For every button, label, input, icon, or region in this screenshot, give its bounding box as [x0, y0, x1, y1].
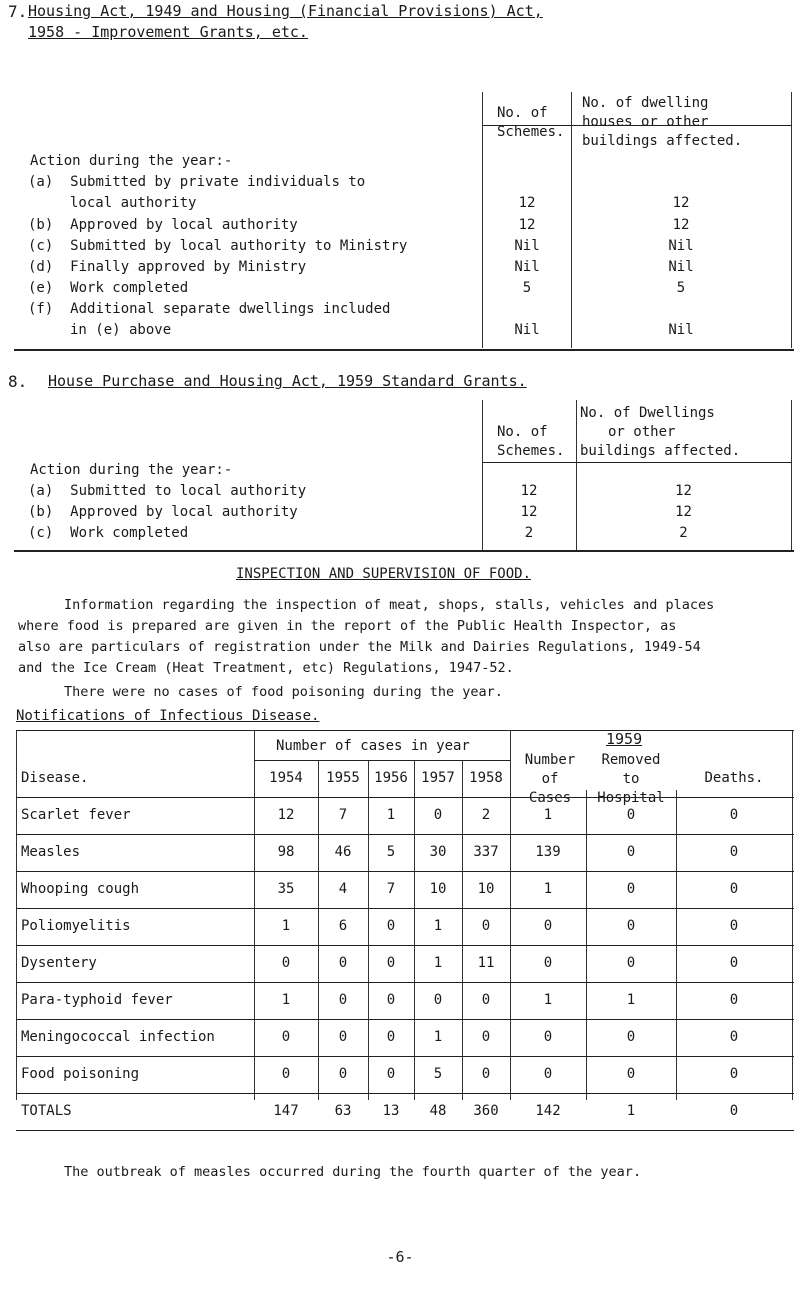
table-cell: 98	[277, 844, 295, 860]
table-cell: 0	[386, 1029, 396, 1045]
table-cell: 0	[729, 1066, 739, 1082]
page-number: -6-	[386, 1248, 414, 1266]
inspection-paragraph: Information regarding the inspection of meat, shops, stalls, vehicles and places where food is prepared are given in the report of the Public Health Inspector, as also are particulars of registration under the Milk and Dairies Regulations, 1949-54 and the Ice Cream (Heat Treatment, etc) Regulations, 1947-52.	[18, 597, 715, 676]
table-cell: 0	[338, 992, 348, 1008]
table-cell: 0	[729, 918, 739, 934]
inspection-title: INSPECTION AND SUPERVISION OF FOOD.	[236, 566, 532, 582]
s7-col-schemes-header: No. of Schemes.	[497, 105, 565, 140]
table-cell: 0	[338, 1029, 348, 1045]
table-cell: 1	[386, 807, 396, 823]
s8-row-c-dwellings: 2	[679, 525, 688, 541]
table-cell: 0	[543, 1066, 553, 1082]
s7-row-b: (b) Approved by local authority	[28, 217, 298, 233]
s7-action-label: Action during the year:-	[30, 153, 233, 169]
year-header: 1954	[269, 770, 303, 786]
infectious-heading: Notifications of Infectious Disease.	[16, 708, 320, 724]
table-cell: 1	[543, 807, 553, 823]
table-cell: 48	[429, 1103, 447, 1119]
table-cell: 1	[626, 992, 636, 1008]
measles-outbreak-note: The outbreak of measles occurred during the fourth quarter of the year.	[64, 1164, 642, 1180]
s8-row-a-dwellings: 12	[675, 483, 692, 499]
s8-action-label: Action during the year:-	[30, 462, 233, 478]
table-cell: 0	[626, 881, 636, 897]
table-cell: 2	[481, 807, 491, 823]
table-cell: 10	[477, 881, 495, 897]
section-7-heading: Housing Act, 1949 and Housing (Financial Provisions) Act,	[28, 2, 543, 20]
table-cell: 30	[429, 844, 447, 860]
disease-name: Whooping cough	[21, 881, 140, 897]
deaths-header: Deaths.	[704, 770, 764, 786]
year-header: 1958	[469, 770, 503, 786]
s7-row-f-cont: in (e) above	[70, 322, 172, 338]
year-1959-header: 1959	[606, 730, 643, 748]
disease-name: TOTALS	[21, 1103, 72, 1119]
s8-col-dwellings-header: No. of Dwellings or other buildings affected.	[580, 405, 741, 459]
disease-name: Para-typhoid fever	[21, 992, 173, 1008]
s7-row-b-schemes: 12	[518, 217, 536, 233]
s8-row-a-schemes: 12	[520, 483, 538, 499]
table-cell: 1	[281, 918, 291, 934]
s7-row-f: (f) Additional separate dwellings included	[28, 301, 391, 317]
table-cell: 0	[281, 1066, 291, 1082]
removed-to-hospital-header: Removed to Hospital	[597, 752, 665, 806]
table-cell: 0	[481, 918, 491, 934]
table-cell: 0	[281, 955, 291, 971]
s7-row-c-schemes: Nil	[514, 238, 540, 254]
table-cell: 0	[729, 807, 739, 823]
table-cell: 0	[433, 807, 443, 823]
table-cell: 0	[626, 918, 636, 934]
disease-name: Measles	[21, 844, 81, 860]
s7-col-dwellings-header: No. of dwelling houses or other buildings affected.	[582, 95, 743, 149]
s8-row-a: (a) Submitted to local authority	[28, 483, 307, 499]
table-cell: 12	[277, 807, 295, 823]
table-cell: 142	[535, 1103, 561, 1119]
table-cell: 0	[626, 807, 636, 823]
table-cell: 0	[626, 844, 636, 860]
s7-row-e-schemes: 5	[522, 280, 532, 296]
table-cell: 0	[543, 955, 553, 971]
table-cell: 0	[481, 1029, 491, 1045]
table-cell: 0	[626, 955, 636, 971]
s7-row-e: (e) Work completed	[28, 280, 189, 296]
s8-row-c: (c) Work completed	[28, 525, 189, 541]
no-food-poisoning-statement: There were no cases of food poisoning during the year.	[64, 684, 503, 700]
table-cell: 1	[433, 1029, 443, 1045]
disease-name: Food poisoning	[21, 1066, 140, 1082]
table-cell: 0	[338, 1066, 348, 1082]
table-cell: 1	[281, 992, 291, 1008]
section-7-number: 7.	[8, 2, 28, 21]
table-cell: 0	[433, 992, 443, 1008]
table-cell: 0	[729, 1029, 739, 1045]
table-cell: 4	[338, 881, 348, 897]
table-cell: 0	[729, 1103, 739, 1119]
s7-row-a: (a) Submitted by private individuals to	[28, 174, 366, 190]
table-cell: 360	[473, 1103, 499, 1119]
table-cell: 0	[729, 992, 739, 1008]
table-cell: 0	[481, 992, 491, 1008]
year-header: 1956	[374, 770, 408, 786]
s7-row-d-schemes: Nil	[514, 259, 540, 275]
table-cell: 13	[382, 1103, 400, 1119]
table-cell: 5	[433, 1066, 443, 1082]
number-of-cases-header: Number of cases in year	[276, 738, 470, 754]
table-cell: 0	[386, 918, 396, 934]
table-cell: 7	[386, 881, 396, 897]
disease-name: Poliomyelitis	[21, 918, 131, 934]
s8-row-c-schemes: 2	[524, 525, 534, 541]
table-cell: 0	[626, 1066, 636, 1082]
s7-row-e-dwellings: 5	[676, 280, 686, 296]
table-cell: 0	[338, 955, 348, 971]
table-cell: 11	[477, 955, 495, 971]
disease-name: Dysentery	[21, 955, 97, 971]
infectious-disease-table	[16, 730, 794, 1119]
table-cell: 46	[334, 844, 352, 860]
s7-row-c: (c) Submitted by local authority to Ministry	[28, 238, 408, 254]
s8-row-b-dwellings: 12	[675, 504, 692, 520]
s7-row-f-schemes: Nil	[514, 322, 540, 338]
table-cell: 0	[543, 918, 553, 934]
s8-row-b: (b) Approved by local authority	[28, 504, 298, 520]
table-cell: 0	[729, 844, 739, 860]
year-header: 1957	[421, 770, 455, 786]
section-8-number: 8.	[8, 372, 28, 391]
s7-row-a-cont: local authority	[70, 195, 197, 211]
table-cell: 139	[535, 844, 561, 860]
table-cell: 35	[277, 881, 295, 897]
table-cell: 0	[626, 1029, 636, 1045]
table-cell: 6	[338, 918, 348, 934]
table-cell: 63	[334, 1103, 352, 1119]
table-cell: 0	[386, 1066, 396, 1082]
table-cell: 1	[626, 1103, 636, 1119]
s7-row-a-dwellings: 12	[672, 195, 690, 211]
table-cell: 0	[481, 1066, 491, 1082]
table-cell: 1	[543, 992, 553, 1008]
s7-row-a-schemes: 12	[518, 195, 536, 211]
table-cell: 5	[386, 844, 396, 860]
s8-row-b-schemes: 12	[520, 504, 538, 520]
table-cell: 1	[433, 955, 443, 971]
table-cell: 1	[543, 881, 553, 897]
section-7-subheading: 1958 - Improvement Grants, etc.	[28, 23, 308, 41]
s8-col-schemes-header: No. of Schemes.	[497, 424, 565, 459]
s7-row-d: (d) Finally approved by Ministry	[28, 259, 307, 275]
s7-row-d-dwellings: Nil	[668, 259, 694, 275]
table-cell: 0	[729, 881, 739, 897]
table-cell: 7	[338, 807, 348, 823]
table-cell: 147	[273, 1103, 299, 1119]
table-cell: 0	[729, 955, 739, 971]
year-header: 1955	[326, 770, 360, 786]
table-cell: 0	[543, 1029, 553, 1045]
table-cell: 1	[433, 918, 443, 934]
disease-name: Scarlet fever	[21, 807, 131, 823]
section-8-heading: House Purchase and Housing Act, 1959 Standard Grants.	[48, 372, 527, 390]
disease-column-header: Disease.	[21, 770, 89, 786]
table-cell: 337	[473, 844, 499, 860]
s7-row-b-dwellings: 12	[672, 217, 690, 233]
s7-row-c-dwellings: Nil	[668, 238, 694, 254]
table-cell: 0	[281, 1029, 291, 1045]
table-cell: 10	[429, 881, 447, 897]
s7-row-f-dwellings: Nil	[668, 322, 694, 338]
table-cell: 0	[386, 955, 396, 971]
number-of-cases-1959-header: Number of Cases	[524, 752, 576, 806]
disease-name: Meningococcal infection	[21, 1029, 215, 1045]
table-cell: 0	[386, 992, 396, 1008]
